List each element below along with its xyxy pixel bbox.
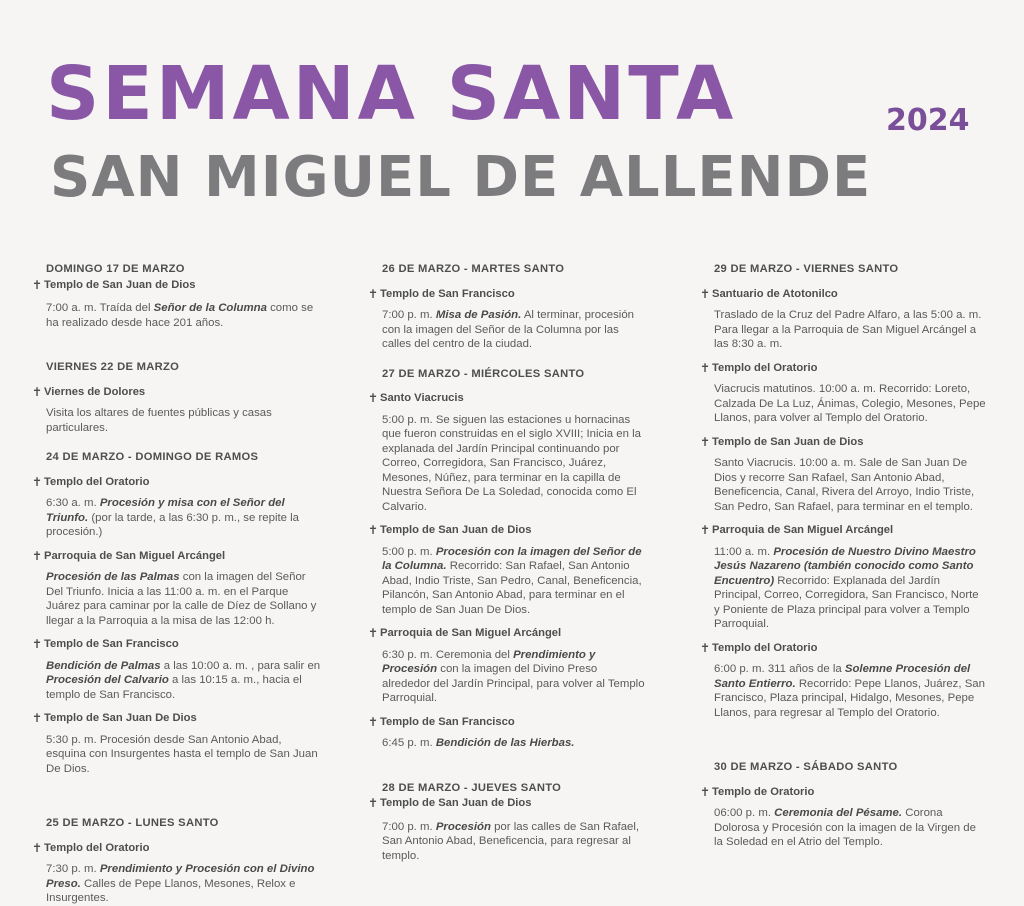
location-heading: ✝ Parroquia de San Miguel Arcángel: [368, 626, 562, 640]
location-heading: ✝ Templo del Oratorio: [32, 474, 150, 489]
description-text: 6:30 p. m. Ceremonia del: [382, 648, 514, 661]
description-text: 6:00 p. m. 311 años de la: [714, 663, 845, 675]
cross-icon: ✝: [700, 434, 711, 449]
description-text: Recorrido: Explanada del Jardín Principal, Correo, Corregidora, San Francisco, Norte y Poniente de Plaza principal para volver a Templo Parroquial.: [714, 574, 979, 630]
cross-icon: ✝: [368, 796, 379, 810]
location-heading: ✝ Templo de San Juan De Dios: [32, 711, 197, 725]
day-heading: DOMINGO 17 DE MARZO: [46, 263, 185, 275]
description-text: 7:00 a. m. Traída del: [46, 302, 154, 314]
description-text: 5:00 p. m. Se siguen las estaciones u hornacinas que fueron construidas en el siglo XVIII; Inicia en la explanada del Jardín Principal continuando por Correo, Corregidora, San Francisco, Juárez, Mesones, Núñez, para terminar en la capilla de Nuestra Señora De La Soledad, conocida como El Calvario.: [382, 413, 641, 513]
event-description: [700, 308, 986, 352]
event-description: [32, 301, 324, 330]
location-heading: ✝ Templo del Oratorio: [700, 640, 818, 655]
description-text: Recorrido: San Rafael, San Antonio Abad, Indio Triste, San Pedro, Canal, Beneficencia, Pilancón, San Antonio Abad, para terminar en el templo de San Juan De Dios.: [382, 560, 642, 616]
cross-icon: ✝: [368, 286, 379, 301]
emphasized-text: Solemne Procesión del Santo Entierro.: [714, 663, 971, 690]
description-text: Calles de Pepe Llanos, Mesones, Relox e Insurgentes.: [46, 877, 296, 904]
location-heading: ✝ Parroquia de San Miguel Arcángel: [700, 523, 894, 537]
day-heading: 29 DE MARZO - VIERNES SANTO: [714, 263, 899, 275]
cross-icon: ✝: [32, 711, 43, 725]
location-heading: ✝ Templo de San Juan de Dios: [32, 277, 196, 292]
cross-icon: ✝: [368, 523, 379, 537]
event-description: [32, 570, 324, 628]
location-heading: ✝ Templo del Oratorio: [700, 360, 818, 375]
day-heading: 26 DE MARZO - MARTES SANTO: [382, 263, 565, 275]
event-description: [368, 820, 646, 864]
emphasized-text: Señor de la Columna: [153, 302, 267, 314]
description-text: Viacrucis matutinos. 10:00 a. m. Recorrido: Loreto, Calzada De La Luz, Ánimas, Colegio, Mesones, Pepe Llanos, para volver al Templo del Oratorio.: [714, 383, 986, 424]
location-heading: ✝ Templo del Oratorio: [32, 840, 150, 855]
day-heading: VIERNES 22 DE MARZO: [46, 361, 180, 373]
description-text: Visita los altares de fuentes públicas y casas particulares.: [46, 407, 272, 434]
cross-icon: ✝: [32, 384, 43, 399]
day-heading: 30 DE MARZO - SÁBADO SANTO: [714, 761, 898, 773]
cross-icon: ✝: [32, 548, 43, 563]
schedule-column-1: [32, 262, 324, 906]
description-text: 5:30 p. m. Procesión desde San Antonio Abad, esquina con Insurgentes hasta el templo de San Juan De Dios.: [46, 733, 318, 775]
emphasized-text: Procesión del Calvario: [46, 674, 169, 686]
event-description: [368, 413, 646, 515]
description-text: a las 10:15 a. m., hacia el templo de San Francisco.: [46, 674, 302, 701]
emphasized-text: Ceremonia del Pésame.: [774, 807, 903, 819]
description-text: 6:45 p. m.: [382, 737, 436, 749]
cross-icon: ✝: [700, 640, 711, 655]
event-description: [700, 545, 986, 632]
page-title: SEMANA SANTA: [46, 51, 737, 137]
description-text: 5:00 p. m.: [382, 545, 436, 558]
event-description: [700, 806, 986, 850]
description-text: con la imagen del Divino Preso alrededor del Jardín Principal, para volver al Templo Parroquial.: [382, 663, 645, 704]
location-heading: ✝ Templo de San Juan de Dios: [700, 434, 864, 449]
event-description: [32, 862, 324, 906]
cross-icon: ✝: [700, 286, 711, 301]
description-text: Traslado de la Cruz del Padre Alfaro, a las 5:00 a. m. Para llegar a la Parroquia de San Miguel Arcángel a las 8:30 a. m.: [714, 309, 982, 350]
emphasized-text: Bendición de las Hierbas.: [435, 737, 575, 749]
cross-icon: ✝: [32, 474, 43, 489]
cross-icon: ✝: [368, 626, 379, 640]
description-text: (por la tarde, a las 6:30 p. m., se repite la procesión.): [46, 511, 300, 538]
day-heading: 25 DE MARZO - LUNES SANTO: [46, 817, 219, 829]
description-text: como se ha realizado desde hace 201 años.: [46, 302, 314, 329]
page-subtitle: SAN MIGUEL DE ALLENDE: [50, 145, 872, 210]
emphasized-text: Prendimiento y Procesión con el Divino Preso.: [46, 863, 315, 890]
emphasized-text: Procesión: [435, 820, 491, 833]
schedule-column-2: [368, 262, 646, 863]
location-heading: ✝ Santo Viacrucis: [368, 391, 464, 405]
event-description: [32, 496, 324, 540]
description-text: 7:00 p. m.: [382, 309, 436, 321]
cross-icon: ✝: [368, 391, 379, 405]
location-heading: ✝ Templo de San Juan de Dios: [368, 523, 532, 537]
event-description: [32, 733, 324, 777]
description-text: 6:30 a. m.: [46, 497, 100, 509]
location-heading: ✝ Viernes de Dolores: [32, 384, 146, 399]
location-heading: ✝ Templo de San Francisco: [368, 714, 515, 729]
cross-icon: ✝: [700, 360, 711, 375]
description-text: Santo Viacrucis. 10:00 a. m. Sale de San Juan De Dios y recorre San Rafael, San Antonio Abad, Beneficencia, Canal, Rivera del Arroyo, Indio Triste, San Pedro, San Rafael, para terminar en el templo.: [714, 457, 975, 513]
description-text: 7:30 p. m.: [46, 863, 100, 875]
location-heading: ✝ Parroquia de San Miguel Arcángel: [32, 548, 226, 563]
event-description: [32, 659, 324, 703]
event-description: [700, 662, 986, 720]
day-heading: 27 DE MARZO - MIÉRCOLES SANTO: [382, 367, 585, 380]
event-description: [368, 648, 646, 706]
location-heading: ✝ Templo de San Juan de Dios: [368, 796, 532, 810]
event-description: [32, 406, 324, 435]
description-text: Recorrido: Pepe Llanos, Juárez, San Francisco, Plaza principal, Hidalgo, Mesones, Pepe Llanos, para regresar al Templo del Oratorio.: [714, 677, 985, 719]
schedule-column-3: [700, 262, 986, 850]
description-text: 11:00 a. m.: [714, 545, 774, 558]
description-text: con la imagen del Señor Del Triunfo. Inicia a las 11:00 a. m. en el Parque Juárez para caminar por la calle de Díez de Sollano y llegar a la Parroquia a la misa de las 12:00 h.: [46, 571, 317, 627]
location-heading: ✝ Templo de Oratorio: [700, 784, 815, 799]
description-text: 06:00 p. m.: [714, 807, 775, 819]
cross-icon: ✝: [32, 637, 43, 651]
emphasized-text: Procesión de las Palmas: [46, 571, 180, 583]
description-text: por las calles de San Rafael, San Antonio Abad, Beneficencia, para regresar al templo.: [382, 820, 640, 862]
emphasized-text: Procesión de Nuestro Divino Maestro Jesús Nazareno (también conocido como Santo Encuentro): [714, 545, 976, 587]
emphasized-text: Procesión con la imagen del Señor de la Columna.: [382, 545, 642, 572]
emphasized-text: Misa de Pasión.: [435, 309, 522, 321]
location-heading: ✝ Templo de San Francisco: [32, 637, 179, 651]
event-description: [700, 456, 986, 514]
event-description: [368, 545, 646, 618]
emphasized-text: Procesión y misa con el Señor del Triunfo.: [46, 497, 285, 524]
emphasized-text: Prendimiento y Procesión: [382, 648, 596, 675]
cross-icon: ✝: [32, 840, 43, 855]
cross-icon: ✝: [700, 784, 711, 799]
emphasized-text: Bendición de Palmas: [46, 659, 161, 672]
cross-icon: ✝: [32, 277, 43, 292]
year-label: 2024: [886, 103, 970, 138]
description-text: 7:00 p. m.: [382, 820, 436, 833]
event-description: [700, 382, 986, 426]
cross-icon: ✝: [368, 714, 379, 729]
location-heading: ✝ Santuario de Atotonilco: [700, 286, 838, 301]
event-description: [368, 308, 646, 352]
location-heading: ✝ Templo de San Francisco: [368, 286, 515, 301]
description-text: Corona Dolorosa y Procesión con la imagen de la Virgen de la Soledad en el Atrio del Templo.: [714, 807, 976, 848]
description-text: a las 10:00 a. m. , para salir en: [160, 659, 321, 672]
description-text: Al terminar, procesión con la imagen del Señor de la Columna por las calles del centro de la ciudad.: [382, 309, 634, 350]
cross-icon: ✝: [700, 523, 711, 537]
event-description: [368, 736, 646, 751]
day-heading: 24 DE MARZO - DOMINGO DE RAMOS: [46, 451, 259, 463]
day-heading: 28 DE MARZO - JUEVES SANTO: [382, 781, 562, 794]
